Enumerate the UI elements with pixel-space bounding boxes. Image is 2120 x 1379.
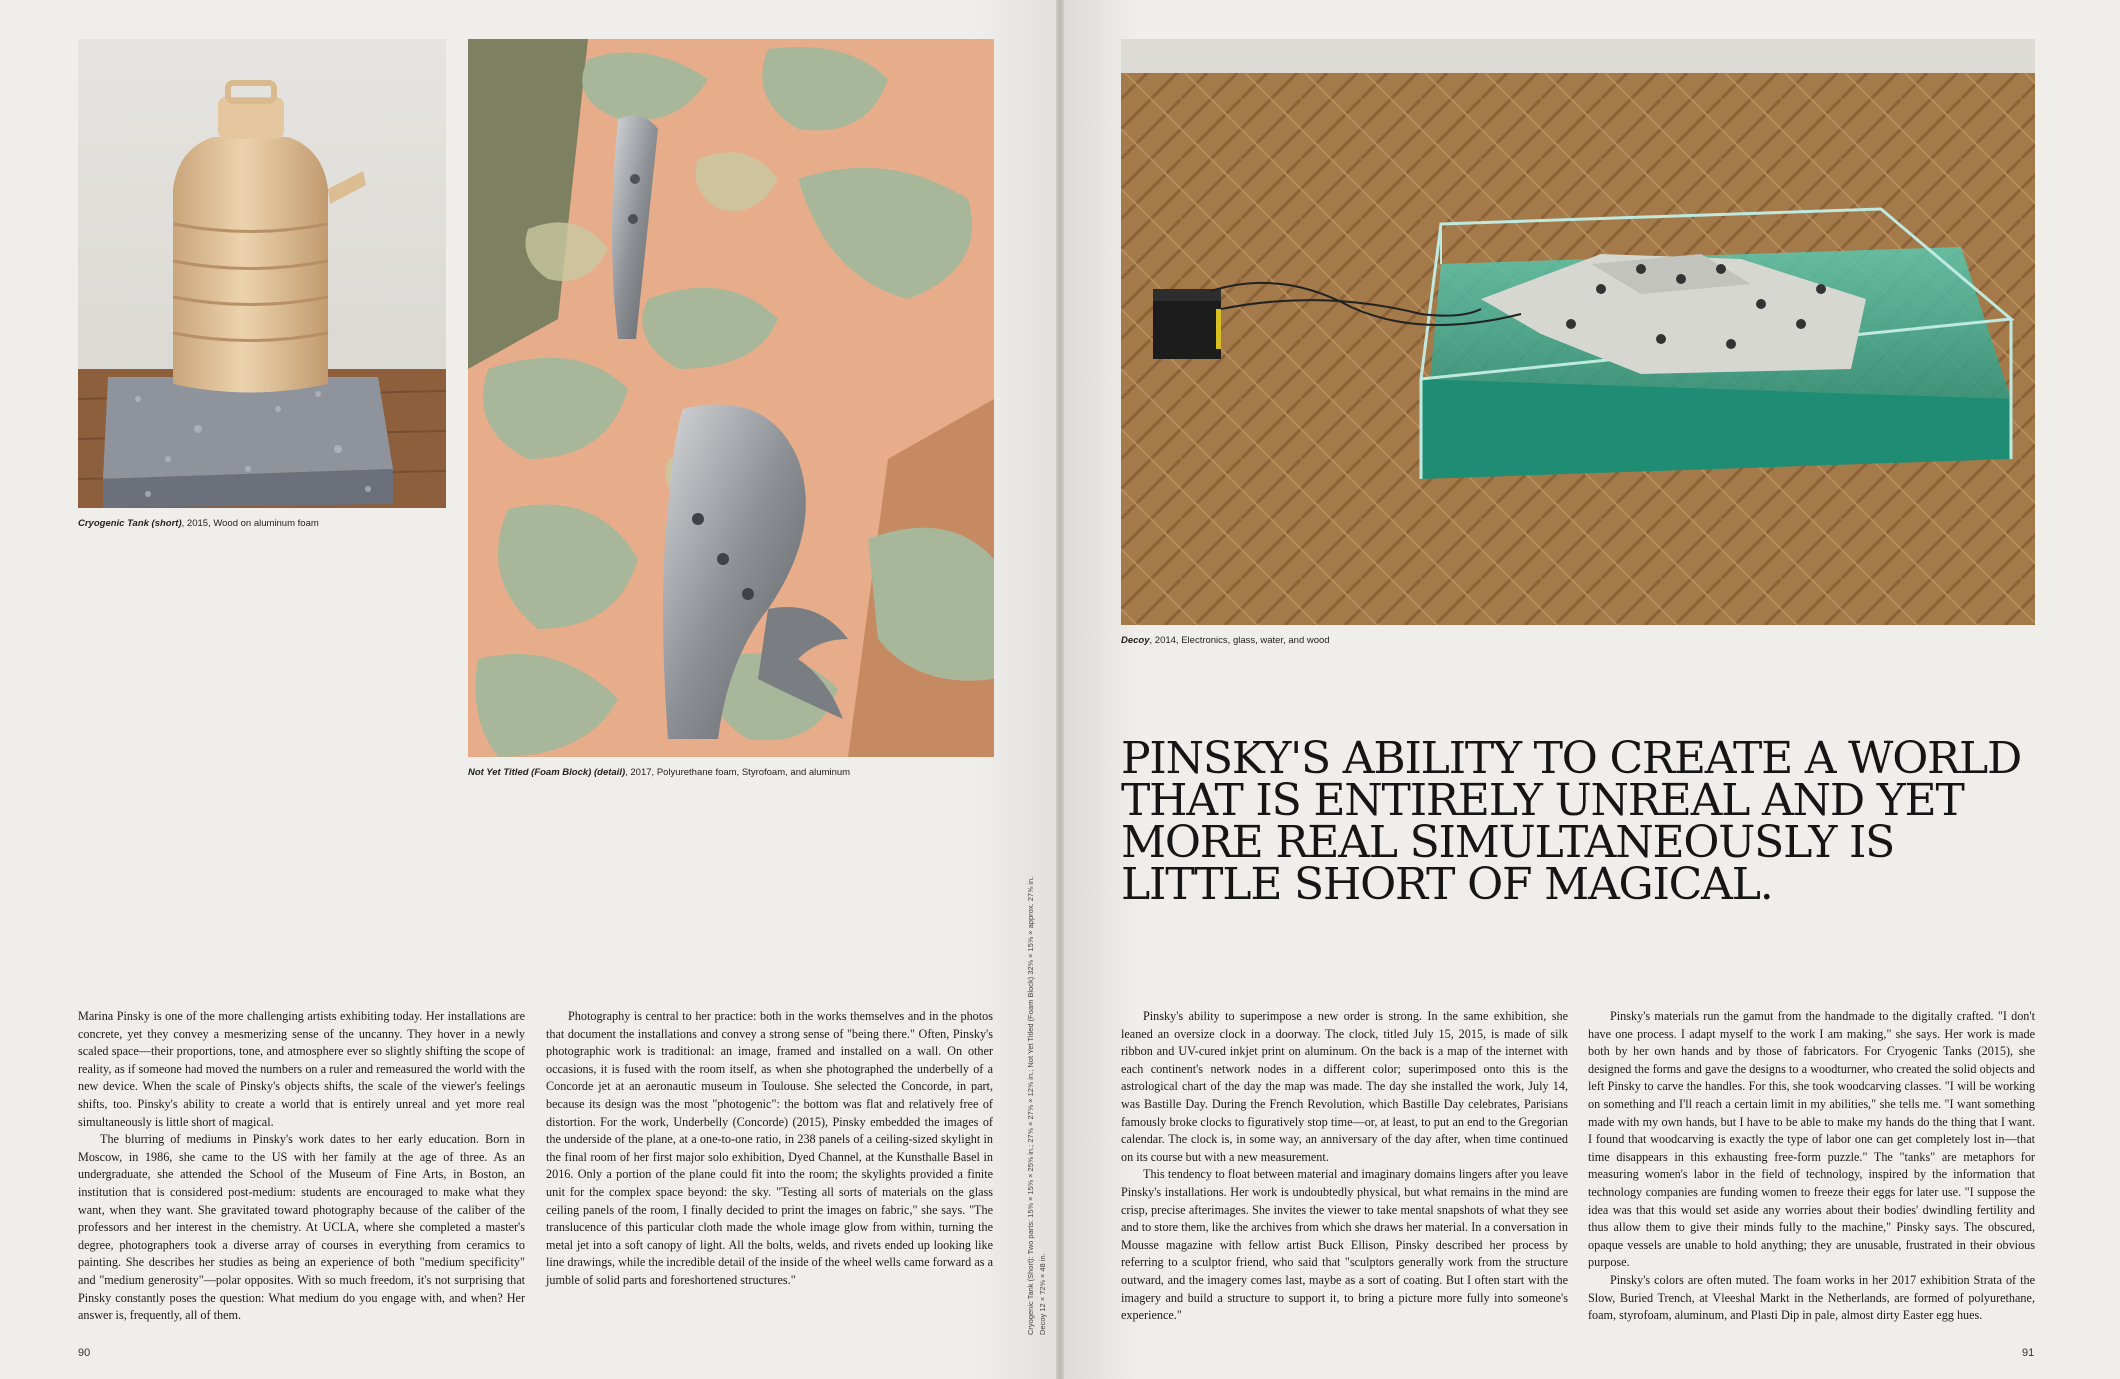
body-column-4 (1588, 1008, 2035, 1325)
paragraph: The blurring of mediums in Pinsky's work dates to her early education. Born in Moscow, in 1986, she came to the US with her family at the age of three. As an undergraduate, she attended the School of the Museum of Fine Arts, in Boston, an institution that is considered post-medium: students are encouraged to make what they want, when they want. She gravitated toward photography because of the caliber of the professors and her interest in the chemistry. At UCLA, where she completed a master's degree, photographers took a diverse array of courses in everything from ceramics to painting. She describes her studies as being an experience of both "medium specificity" and "medium generosity"—polar opposites. With so much freedom, it's not surprising that Pinsky constantly poses the question: What medium do you engage with, and when? Her answer is, frequently, all of them. (78, 1132, 525, 1323)
paragraph: Pinsky's colors are often muted. The foam works in her 2017 exhibition Strata of the Slow, Buried Trench, at Vleeshal Markt in the Netherlands, are formed of polyurethane, foam, styrofoam, aluminum, and Plasti Dip in pale, almost dirty Easter egg hues. (1588, 1272, 2035, 1323)
paragraph: Pinsky's materials run the gamut from the handmade to the digitally crafted. "I don't have one process. I adapt myself to the work I am making," she says. Her work is made both by her own hands and by those of fabricators. For Cryogenic Tanks (2015), she designed the forms and gave the designs to a woodturner, who created the solid objects and left Pinsky to carve the handles. For this, she took woodcarving classes. "I will be working on something and I'll reach a certain limit in my abilities," she tells me. "I want something made with my own hands, but I have to be able to make my hands do the thing that I want. I found that woodcarving is exactly the type of labor one can get completely lost in—that time disappears in this exhausting free-form puzzle." The "tanks" are metaphors for measuring women's labor in the field of technology, inspired by the information that technology companies are funding women to freeze their eggs for later use. "I suppose the idea was that this would set aside any worries about their bodies' dwindling fertility and thus allow them to give their minds fully to the machine," Pinsky says. The obscured, opaque vessels are unable to hold anything; they are unusable, frustrated in their obvious purpose. (1588, 1009, 2035, 1270)
page-number-right: 91 (2022, 1347, 2035, 1359)
page-gutter (1056, 0, 1064, 1379)
paragraph: Pinsky's ability to superimpose a new order is strong. In the same exhibition, she leaned an oversize clock in a doorway. The clock, titled July 15, 2015, is made of silk ribbon and UV-cured inkjet print on aluminum. On the back is a map of the internet with each continent's network nodes in a different color; superimposed onto this is the astrological chart of the day the map was made. The day she installed the work, July 14, was Bastille Day. During the French Revolution, which Bastille Day celebrates, Parisians famously broke clocks to figuratively stop time—or, at least, to put an end to the Gregorian calendar. The clock is, in some way, an anniversary of the day after, when time continued on its course but with a new measurement. (1121, 1009, 1568, 1164)
spine-credit-2: Decoy 12 × 72⅝ × 48 in. (1038, 1253, 1047, 1335)
paragraph: This tendency to float between material and imaginary domains lingers after you leave Pinsky's installations. Her work is undoubtedly physical, but what remains in the mind are crisp, precise afterimages. She invites the viewer to take mental snapshots of what they see and to store them, like the archives from which she draws her material. In a conversation in Mousse magazine with fellow artist Buck Ellison, Pinsky described her process by referring to a sculptor friend, who said that "sculptors generally work from the structure outward, and the imagery comes last, maybe as a sort of coating. But I often start with the imagery and build a structure to support it, to bring a picture more fully into someone's experience." (1121, 1167, 1568, 1323)
body-column-1 (78, 1008, 525, 1325)
cryogenic-tank-photo (78, 39, 446, 508)
foam-block-caption: Not Yet Titled (Foam Block) (detail), 2017, Polyurethane foam, Styrofoam, and aluminum (468, 767, 851, 778)
decoy-photo (1121, 39, 2035, 625)
paragraph: Marina Pinsky is one of the more challenging artists exhibiting today. Her installations are concrete, yet they convey a mesmerizing sense of the uncanny. They hover in a newly scaled space—their proportions, tone, and atmosphere ever so slightly shifting the scope of reality, as if someone had moved the numbers on a ruler and remeasured the world with the new device. When the scale of Pinsky's objects shifts, the scale of the viewer's feelings shifts, too. Pinsky's ability to create a world that is entirely unreal and yet more real simultaneously is little short of magical. (78, 1009, 525, 1129)
cryogenic-tank-caption: Cryogenic Tank (short), 2015, Wood on aluminum foam (78, 518, 319, 529)
decoy-caption: Decoy, 2014, Electronics, glass, water, and wood (1121, 635, 1330, 646)
page-number-left: 90 (78, 1347, 91, 1359)
paragraph: Photography is central to her practice: both in the works themselves and in the photos that document the installations and convey a strong sense of "being there." Often, Pinsky's photographic work is traditional: an image, framed and installed on a wall. On other occasions, it is fused with the room itself, as when she photographed the underbelly of a Concorde jet at an aeronautic museum in Toulouse. She selected the Concorde, in part, because its design was the most "photogenic": the bottom was flat and relatively free of distortion. For the work, Underbelly (Concorde) (2015), Pinsky embedded the images of the underside of the plane, at a one-to-one ratio, in 238 panels of a ceiling-sized skylight in the final room of her first major solo exhibition, Dyed Channel, at the Kunsthalle Basel in 2016. Only a portion of the plane could fit into the room; the skylights provided a finite unit for the complex space beyond: the sky. "Testing all sorts of materials on the glass ceiling panels of the room, I finally decided to print the images on fabric," she says. "The translucence of this particular cloth made the whole image glow from within, turning the metal jet into a soft canopy of light. All the bolts, welds, and rivets ended up looking like line drawings, while the incredible detail of the inside of the wheel wells came forward as a jumble of solid parts and foreshortened structures." (546, 1009, 993, 1287)
pull-quote: PINSKY'S ABILITY TO CREATE A WORLD THAT IS ENTIRELY UNREAL AND YET MORE REAL SIMULTANEOUSLY IS LITTLE SHORT OF MAGICAL. (1121, 733, 2022, 910)
body-column-3 (1121, 1008, 1568, 1325)
spine-credit-1: Cryogenic Tank (Short): Two parts: 15⅝ × 15⅝ × 25⅝ in.; 27⅝ × 27⅝ × 12⅝ in.; Not Yet Titled (Foam Block) 32⅝ × 15⅝ × approx. 27⅝ in. (1026, 876, 1035, 1335)
body-column-2 (546, 1008, 993, 1290)
foam-block-photo (468, 39, 994, 757)
